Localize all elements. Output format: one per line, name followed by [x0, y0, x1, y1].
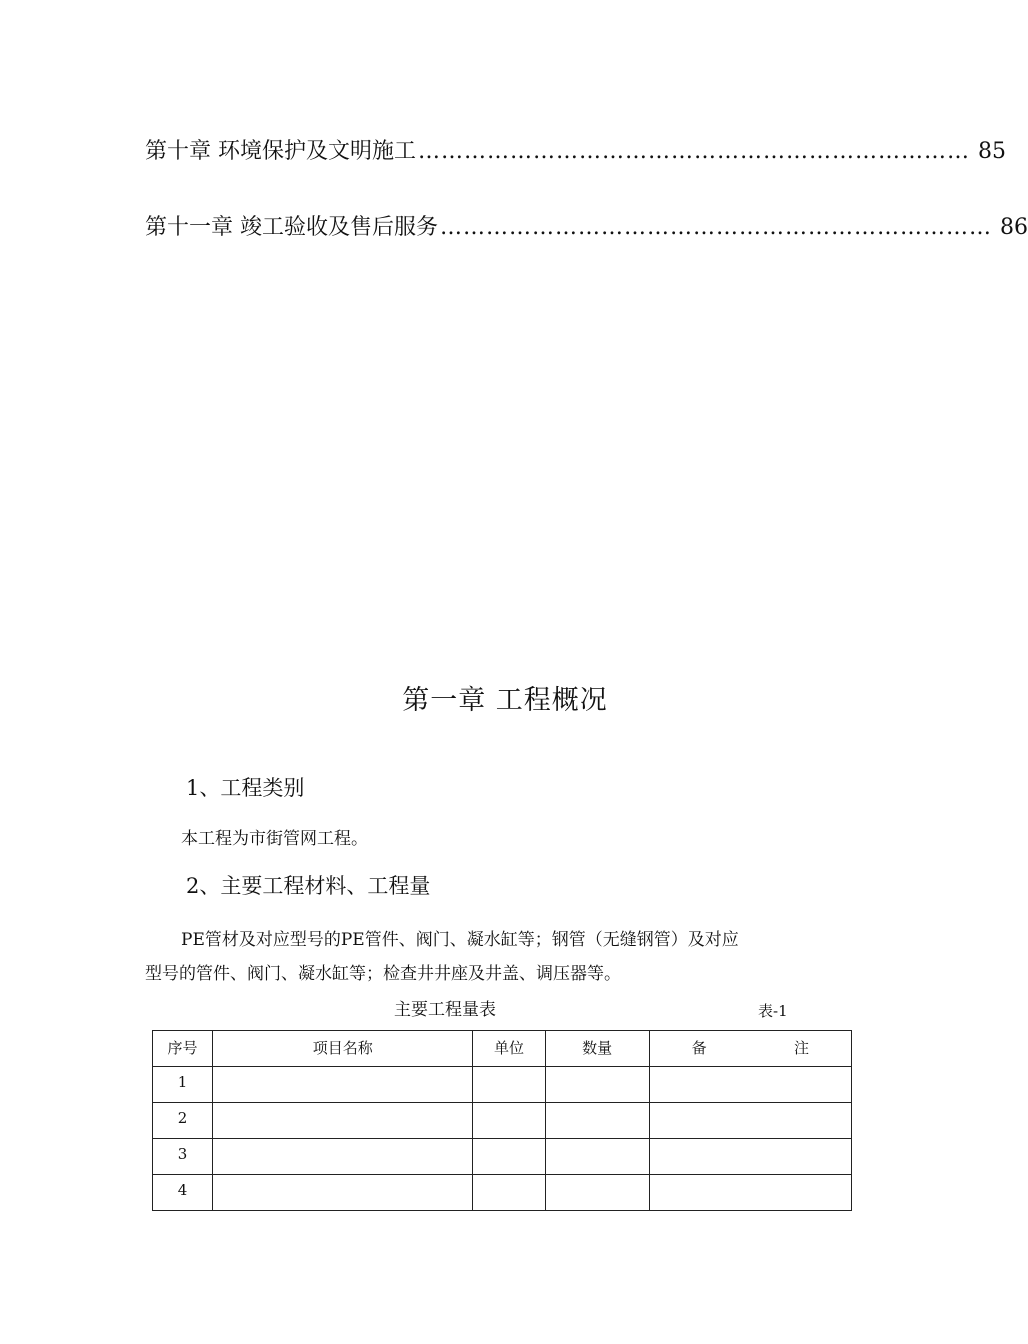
cell-quantity [545, 1175, 649, 1211]
cell-quantity [545, 1103, 649, 1139]
table-row [153, 1175, 852, 1211]
cell-quantity [545, 1067, 649, 1103]
cell-unit [473, 1067, 545, 1103]
cell-item-name [213, 1103, 473, 1139]
header-quantity: 数量 [545, 1031, 649, 1067]
header-index: 序号 [153, 1031, 213, 1067]
section-heading: 1、工程类别 [186, 776, 305, 800]
cell-index: 3 [153, 1139, 213, 1175]
chapter-title: 第一章 工程概况 [402, 685, 608, 716]
toc-entry[interactable] [145, 213, 1028, 243]
header-remarks-char-1: 备 [691, 1039, 707, 1057]
toc-leader-dots: ……………………………………………………………… [440, 215, 992, 240]
cell-item-name [213, 1175, 473, 1211]
cell-item-name [213, 1067, 473, 1103]
toc-entry[interactable] [145, 137, 1006, 167]
cell-unit [473, 1139, 545, 1175]
header-item-name: 项目名称 [213, 1031, 473, 1067]
table-row [153, 1067, 852, 1103]
toc-entry-title: 第十章 环境保护及文明施工 [145, 139, 416, 164]
cell-unit [473, 1175, 545, 1211]
header-remarks-char-2: 注 [793, 1039, 809, 1057]
cell-remarks [649, 1175, 851, 1211]
toc-entry-title: 第十一章 竣工验收及售后服务 [145, 215, 438, 240]
section-heading: 2、主要工程材料、工程量 [186, 874, 431, 898]
paragraph-continuation: 型号的管件、阀门、凝水缸等；检查井井座及井盖、调压器等。 [145, 964, 621, 984]
cell-remarks [649, 1103, 851, 1139]
cell-item-name [213, 1139, 473, 1175]
cell-remarks [649, 1139, 851, 1175]
table-row [153, 1139, 852, 1175]
toc-page-number: 86 [1000, 215, 1028, 240]
toc-leader-dots: ……………………………………………………………… [418, 139, 970, 164]
header-unit: 单位 [473, 1031, 545, 1067]
header-remarks [649, 1031, 851, 1067]
toc-page-number: 85 [978, 139, 1006, 164]
quantity-table [152, 1030, 852, 1211]
cell-remarks [649, 1067, 851, 1103]
cell-index: 2 [153, 1103, 213, 1139]
paragraph: PE管材及对应型号的PE管件、阀门、凝水缸等；钢管（无缝钢管）及对应 [181, 930, 739, 950]
table-row [153, 1103, 852, 1139]
cell-index: 1 [153, 1067, 213, 1103]
table-number: 表-1 [758, 1002, 788, 1020]
cell-index: 4 [153, 1175, 213, 1211]
paragraph: 本工程为市街管网工程。 [181, 829, 368, 849]
cell-quantity [545, 1139, 649, 1175]
table-caption: 主要工程量表 [394, 1000, 496, 1020]
cell-unit [473, 1103, 545, 1139]
table-header-row [153, 1031, 852, 1067]
